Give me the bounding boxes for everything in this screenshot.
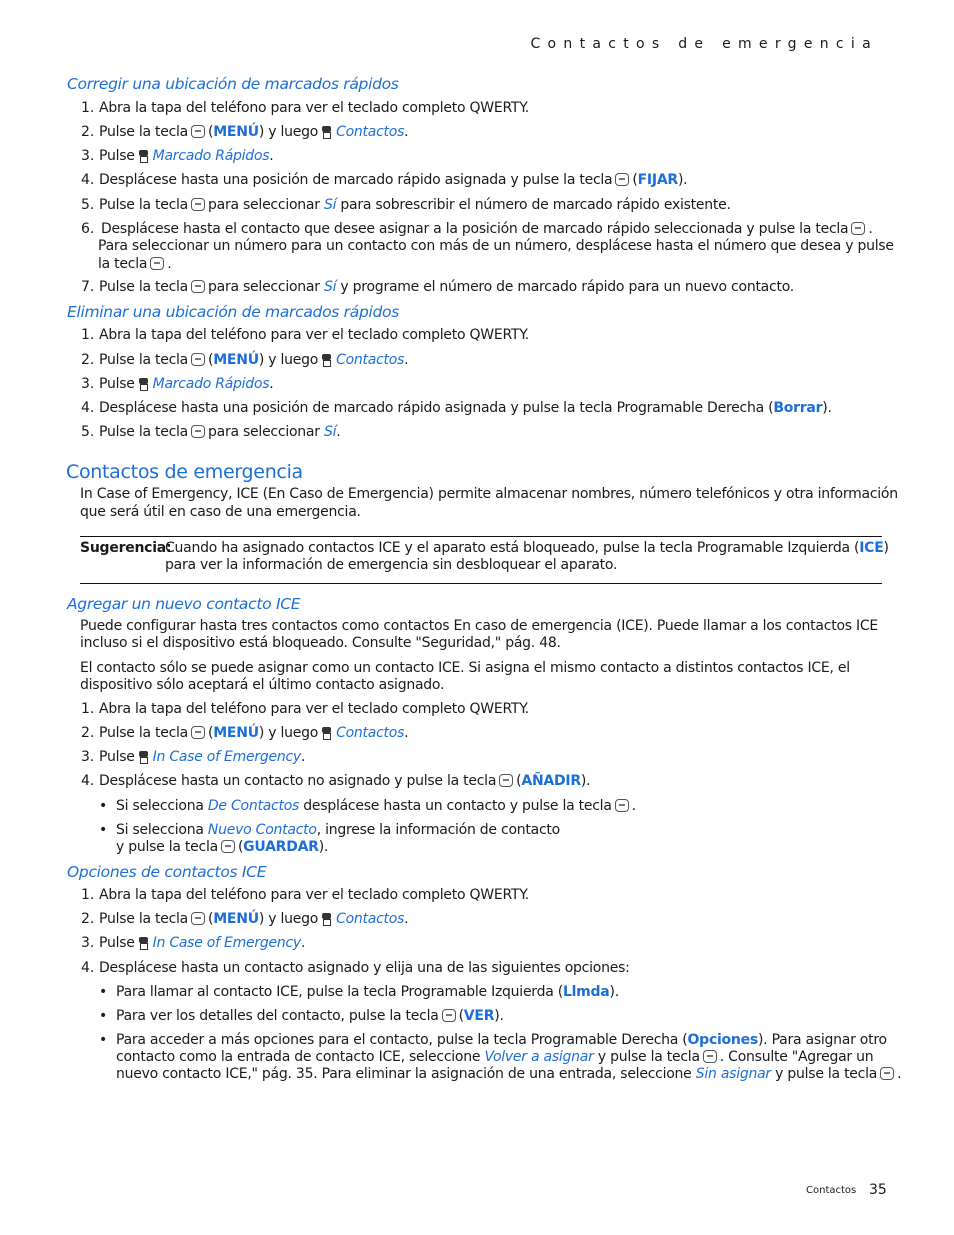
bullet-text: Para llamar al contacto ICE, pulse la tecla Programable Izquierda (Llmda).: [116, 984, 619, 1000]
ok-key-icon: [191, 125, 205, 138]
ok-key-icon: [615, 173, 629, 186]
heading-contactos-emergencia: Contactos de emergencia: [66, 461, 303, 483]
step-number: 2.: [81, 725, 95, 741]
footer-section: Contactos: [806, 1185, 857, 1196]
bullet-text: contacto como la entrada de contacto ICE, seleccione Volver a asignar y pulse la tecla . Consulte "Agregar un: [116, 1049, 874, 1065]
step-text: Desplácese hasta una posición de marcado rápido asignada y pulse la tecla (FIJAR).: [99, 172, 688, 188]
command-label: AÑADIR: [521, 773, 581, 789]
menu-link: Contactos: [336, 725, 405, 741]
step-text: Pulse In Case of Emergency.: [99, 749, 306, 765]
ok-key-icon: [191, 353, 205, 366]
menu-link: Marcado Rápidos: [152, 148, 270, 164]
menu-link: Sí: [323, 279, 337, 295]
step-text: Pulse la tecla (MENÚ) y luego Contactos.: [99, 352, 409, 368]
bullet-icon: •: [99, 984, 108, 1000]
step-text: Pulse la tecla para seleccionar Sí para sobrescribir el número de marcado rápido existente.: [99, 197, 731, 213]
command-label: Borrar: [773, 400, 823, 416]
ok-key-icon: [615, 799, 629, 812]
ok-key-icon: [499, 774, 513, 787]
command-label: GUARDAR: [243, 839, 319, 855]
contacts-icon: [321, 727, 332, 739]
step-text: Para seleccionar un número para un contacto con más de un número, desplácese hasta el número que desea y pulse: [98, 238, 894, 254]
menu-link: In Case of Emergency: [152, 749, 301, 765]
contacts-icon: [321, 354, 332, 366]
ok-key-icon: [442, 1009, 456, 1022]
ice-icon: [138, 937, 149, 949]
command-label: ICE: [859, 540, 884, 556]
ok-key-icon: [191, 280, 205, 293]
contacts-icon: [321, 913, 332, 925]
step-number: 4.: [81, 172, 95, 188]
contacts-icon: [321, 126, 332, 138]
menu-link: Sin asignar: [695, 1066, 771, 1082]
step-text: Desplácese hasta un contacto asignado y elija una de las siguientes opciones:: [99, 960, 630, 976]
tip-text: para ver la información de emergencia sin desbloquear el aparato.: [165, 557, 618, 573]
command-label: Opciones: [687, 1032, 758, 1048]
menu-link: Sí: [323, 424, 337, 440]
menu-link: Contactos: [336, 352, 405, 368]
step-text: Pulse la tecla (MENÚ) y luego Contactos.: [99, 911, 409, 927]
tip-rule-top: [80, 536, 882, 537]
bullet-icon: •: [99, 1032, 108, 1048]
command-label: Llmda: [562, 984, 610, 1000]
step-number: 2.: [81, 352, 95, 368]
menu-link: Sí: [323, 197, 337, 213]
bullet-icon: •: [99, 798, 108, 814]
command-label: MENÚ: [213, 911, 259, 927]
ok-key-icon: [150, 257, 164, 270]
step-text: Pulse la tecla para seleccionar Sí.: [99, 424, 341, 440]
step-text: Abra la tapa del teléfono para ver el teclado completo QWERTY.: [99, 701, 529, 717]
speed-dial-icon: [138, 378, 149, 390]
ok-key-icon: [880, 1067, 894, 1080]
paragraph-line: que será útil en caso de una emergencia.: [80, 504, 361, 520]
step-text: Pulse la tecla (MENÚ) y luego Contactos.: [99, 124, 409, 140]
step-number: 5.: [81, 197, 95, 213]
step-number: 3.: [81, 148, 95, 164]
step-number: 1.: [81, 100, 95, 116]
step-number: 5.: [81, 424, 95, 440]
heading-corregir: Corregir una ubicación de marcados rápidos: [67, 75, 399, 93]
ok-key-icon: [221, 840, 235, 853]
ok-key-icon: [191, 726, 205, 739]
step-text: Desplácese hasta una posición de marcado rápido asignada y pulse la tecla Programable Derecha (Borrar).: [99, 400, 832, 416]
step-number: 4.: [81, 960, 95, 976]
menu-link: In Case of Emergency: [152, 935, 301, 951]
bullet-text: Si selecciona De Contactos desplácese hasta un contacto y pulse la tecla .: [116, 798, 636, 814]
step-text: Pulse la tecla (MENÚ) y luego Contactos.: [99, 725, 409, 741]
menu-link: Contactos: [336, 124, 405, 140]
command-label: MENÚ: [213, 725, 259, 741]
speed-dial-icon: [138, 150, 149, 162]
paragraph-line: Puede configurar hasta tres contactos como contactos En caso de emergencia (ICE). Puede llamar a los contactos ICE: [80, 618, 878, 634]
ok-key-icon: [703, 1050, 717, 1063]
step-text: la tecla .: [98, 256, 172, 272]
ok-key-icon: [191, 425, 205, 438]
step-text: Abra la tapa del teléfono para ver el teclado completo QWERTY.: [99, 887, 529, 903]
ice-icon: [138, 751, 149, 763]
step-number: 2.: [81, 911, 95, 927]
paragraph-line: In Case of Emergency, ICE (En Caso de Emergencia) permite almacenar nombres, número telefónicos y otra información: [80, 486, 898, 502]
step-number: 1.: [81, 327, 95, 343]
command-label: FIJAR: [637, 172, 678, 188]
page-number: 35: [869, 1182, 887, 1198]
step-text: Pulse Marcado Rápidos.: [99, 148, 274, 164]
menu-link: Contactos: [336, 911, 405, 927]
tip-text: Cuando ha asignado contactos ICE y el aparato está bloqueado, pulse la tecla Programable Izquierda (ICE): [165, 540, 889, 556]
step-text: Abra la tapa del teléfono para ver el teclado completo QWERTY.: [99, 327, 529, 343]
step-number: 4.: [81, 773, 95, 789]
command-label: VER: [463, 1008, 495, 1024]
step-number: 7.: [81, 279, 95, 295]
ok-key-icon: [191, 912, 205, 925]
command-label: MENÚ: [213, 352, 259, 368]
menu-link: Nuevo Contacto: [207, 822, 317, 838]
step-text: Pulse la tecla para seleccionar Sí y programe el número de marcado rápido para un nuevo contacto.: [99, 279, 794, 295]
bullet-text: Para acceder a más opciones para el contacto, pulse la tecla Programable Derecha (Opciones). Para asignar otro: [116, 1032, 887, 1048]
tip-rule-bottom: [80, 583, 882, 584]
ok-key-icon: [851, 222, 865, 235]
paragraph-line: incluso si el dispositivo está bloqueado. Consulte "Seguridad," pág. 48.: [80, 635, 561, 651]
step-number: 3.: [81, 376, 95, 392]
paragraph-line: dispositivo sólo aceptará el último contacto asignado.: [80, 677, 445, 693]
bullet-text: Para ver los detalles del contacto, pulse la tecla (VER).: [116, 1008, 504, 1024]
step-text: Desplácese hasta un contacto no asignado y pulse la tecla (AÑADIR).: [99, 773, 591, 789]
step-number: 3.: [81, 749, 95, 765]
paragraph-line: El contacto sólo se puede asignar como un contacto ICE. Si asigna el mismo contacto a distintos contactos ICE, el: [80, 660, 850, 676]
tip-label: Sugerencia:: [80, 540, 172, 556]
menu-link: Marcado Rápidos: [152, 376, 270, 392]
step-number: 1.: [81, 887, 95, 903]
bullet-text: y pulse la tecla (GUARDAR).: [116, 839, 329, 855]
heading-opciones-ice: Opciones de contactos ICE: [67, 863, 267, 881]
step-number: 2.: [81, 124, 95, 140]
step-number: 6.: [81, 221, 95, 237]
step-number: 4.: [81, 400, 95, 416]
command-label: MENÚ: [213, 124, 259, 140]
running-header: Contactos de emergencia: [530, 36, 878, 52]
menu-link: De Contactos: [207, 798, 300, 814]
bullet-icon: •: [99, 822, 108, 838]
heading-eliminar: Eliminar una ubicación de marcados rápidos: [67, 303, 399, 321]
step-number: 1.: [81, 701, 95, 717]
bullet-text: Si selecciona Nuevo Contacto, ingrese la información de contacto: [116, 822, 560, 838]
step-text: Abra la tapa del teléfono para ver el teclado completo QWERTY.: [99, 100, 529, 116]
menu-link: Volver a asignar: [484, 1049, 594, 1065]
step-text: Pulse Marcado Rápidos.: [99, 376, 274, 392]
heading-agregar-ice: Agregar un nuevo contacto ICE: [67, 595, 301, 613]
ok-key-icon: [191, 198, 205, 211]
bullet-text: nuevo contacto ICE," pág. 35. Para eliminar la asignación de una entrada, seleccione Sin asignar y pulse la tecla .: [116, 1066, 902, 1082]
step-number: 3.: [81, 935, 95, 951]
step-text: Desplácese hasta el contacto que desee asignar a la posición de marcado rápido seleccionada y pulse la tecla .: [101, 221, 873, 237]
bullet-icon: •: [99, 1008, 108, 1024]
step-text: Pulse In Case of Emergency.: [99, 935, 306, 951]
